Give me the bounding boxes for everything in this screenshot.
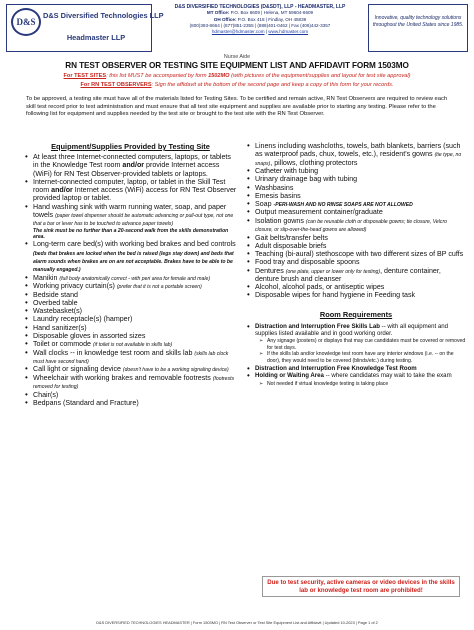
item-text: Emesis basins xyxy=(255,191,301,200)
testing-site-item xyxy=(24,349,237,366)
item-text: Overbed table xyxy=(33,298,78,307)
item-text-tail: -- with all equipment and supplies listed available and in good working order. xyxy=(255,322,449,337)
security-warning: Due to test security, active cameras or video devices in the skills lab or knowledge test room are prohibited! xyxy=(262,576,460,597)
item-text: Toilet or commode xyxy=(33,340,93,349)
item-text: Disposable gloves in assorted sizes xyxy=(33,331,146,340)
supply-item xyxy=(246,242,466,250)
item-requirement-note: The sink must be no further than a 20-second walk from the skills demonstration area. xyxy=(33,227,229,240)
supply-item xyxy=(246,234,466,242)
testing-site-column xyxy=(24,142,237,407)
supply-item xyxy=(246,217,466,234)
item-strong-text: Distraction and Interruption Free Skills Lab xyxy=(255,322,380,330)
testing-site-item xyxy=(24,399,237,407)
company-logo xyxy=(6,4,164,52)
supply-item xyxy=(246,200,466,208)
tagline-box: Innovative, quality technology solutions throughout the United States since 1985. xyxy=(368,4,468,52)
supply-item xyxy=(246,283,466,291)
item-text-tail: -- where candidates may wait to take the exam xyxy=(323,372,452,380)
room-requirements-list xyxy=(246,323,466,387)
testing-site-item xyxy=(24,274,237,282)
testing-site-heading: Equipment/Supplies Provided by Testing Site xyxy=(51,142,210,151)
item-note: (paper towel dispenser should be automatic advancing or pull-out type, not one that a bar or lever has to be touched to advance paper towels) xyxy=(33,212,234,228)
supply-item xyxy=(246,142,466,167)
item-text: Adult disposable briefs xyxy=(255,241,327,250)
item-text: Catheter with tubing xyxy=(255,167,319,176)
item-note: (can be reusable cloth or disposable gowns; tie closure, Velcro closure, or slip-over-the-head gowns are allowed) xyxy=(255,218,447,234)
item-note: (full body anatomically correct - with peri area for female and male) xyxy=(59,275,211,282)
contact-line-1: D&S DIVERSIFIED TECHNOLOGIES (D&SDT), LLP - HEADMASTER, LLP xyxy=(174,4,346,10)
item-text: Food tray and disposable spoons xyxy=(255,258,360,267)
sub-list-item: ➢ If the skills lab and/or knowledge test room have any interior windows (i.e. -- on the door), they would need to be covered (blinds/etc.) during testing. xyxy=(259,351,466,364)
item-strong-text: Distraction and Interruption Free Knowledge Test Room xyxy=(255,364,417,372)
item-requirement-note: -PERI-WASH AND NO RINSE SOAPS ARE NOT ALLOWED xyxy=(273,202,413,209)
form-title: RN TEST OBSERVER OR TESTING SITE EQUIPMENT LIST AND AFFIDAVIT FORM 1503MO xyxy=(65,61,409,70)
item-strong-text: and/or xyxy=(122,161,145,170)
item-text: Call light or signaling device xyxy=(33,365,123,374)
item-text: Teaching (bi-aural) stethoscope with two different sizes of BP cuffs xyxy=(255,250,464,259)
item-text: Wall clocks -- in knowledge test room and skills lab xyxy=(33,348,195,357)
item-text: At least three Internet-connected computers, laptops, or tablets in the Knowledge Test room xyxy=(33,153,231,170)
supplies-list xyxy=(246,142,466,300)
item-note: (tie type, no snaps) xyxy=(255,152,462,167)
item-text: Linens including washcloths, towels, bath blankets, barriers (such as waterproof pads, chux, towels, etc.), resident's gowns xyxy=(255,142,461,159)
item-text: Hand washing sink with warm running water, soap, and paper towels xyxy=(33,202,227,219)
testing-site-item xyxy=(24,391,237,399)
testing-site-item xyxy=(24,178,237,203)
supply-item xyxy=(246,184,466,192)
testing-site-item xyxy=(24,282,237,290)
website-link[interactable]: www.hdmaster.com xyxy=(268,29,309,35)
contact-phones: (800)393-8664 | (877)851-2355 | (888)401-0462 | Fax (406)442-3357 xyxy=(189,22,331,28)
item-text: Hand sanitizer(s) xyxy=(33,323,87,332)
item-text: Wheelchair with working brakes and removable footrests xyxy=(33,373,213,382)
room-requirement-item xyxy=(246,323,466,364)
room-requirement-item xyxy=(246,365,466,372)
item-text-tail: , denture container, denture brush and cleanser xyxy=(255,266,441,283)
supply-item xyxy=(246,167,466,175)
item-text: Alcohol, alcohol pads, or antiseptic wipes xyxy=(255,283,385,292)
supply-item xyxy=(246,250,466,258)
supply-item xyxy=(246,291,466,299)
contact-line-mt: MT Office: P.O. Box 6609 | Helena, MT 59604-6609 xyxy=(206,10,314,16)
testing-site-item xyxy=(24,324,237,332)
form-category: Nurse Aide xyxy=(223,54,251,60)
contact-line-oh: OH Office: P.O. Box 418 | Findlay, OH 45839 xyxy=(213,16,307,22)
item-text: Long-term care bed(s) with working bed brakes and bed controls xyxy=(33,240,236,249)
testing-site-item xyxy=(24,340,237,348)
testing-site-item xyxy=(24,240,237,273)
item-text: Wastebasket(s) xyxy=(33,307,83,316)
supply-item xyxy=(246,258,466,266)
ds-logo-icon: D&S xyxy=(11,8,41,36)
item-text: Soap xyxy=(255,200,274,209)
testing-site-item xyxy=(24,332,237,340)
item-requirement-note: (beds that brakes are locked when the bed is raised (legs stay down) and beds that alarm sounds when brakes are on are not acceptable. Brakes have to be able to be manually engaged.) xyxy=(33,250,234,274)
item-text: Bedpans (Standard and Fracture) xyxy=(33,398,139,407)
company-subname: Headmaster LLP xyxy=(66,33,126,42)
testing-site-item xyxy=(24,374,237,391)
item-text: Gait belts/transfer belts xyxy=(255,233,328,242)
page-footer: D&S DIVERSIFIED TECHNOLOGIES HEADMASTER | Form 1503MO | RN Test Observer or Test Site Equipment List and Affidavit | Updated 10-2023 | Page 1 of 2 xyxy=(96,620,378,625)
item-text: Dentures xyxy=(255,266,286,275)
supplies-column xyxy=(246,142,466,388)
supply-item xyxy=(246,208,466,216)
item-text: Isolation gowns xyxy=(255,216,306,225)
sub-list-item: ➢ Not needed if virtual knowledge testing is taking place xyxy=(259,381,466,387)
item-strong-text: and/or xyxy=(51,186,73,194)
company-name: D&S Diversified Technologies LLP xyxy=(43,11,164,20)
email-link[interactable]: hdmaster@hdmaster.com xyxy=(211,29,265,35)
testing-site-item xyxy=(24,315,237,323)
testing-site-item xyxy=(24,365,237,373)
item-text-tail: Internet access (WiFi) access for RN Test Observer provided laptop or tablet. xyxy=(33,186,237,203)
item-text: Urinary drainage bag with tubing xyxy=(255,175,358,184)
item-text: Internet-connected computer, laptop, or tablet in the Skill Test room xyxy=(33,177,226,194)
item-note: (skills lab clock must have second hand) xyxy=(33,350,229,365)
item-text: Washbasins xyxy=(255,183,294,192)
item-text: Manikin xyxy=(33,273,60,282)
testing-site-item xyxy=(24,299,237,307)
item-text-tail: provide Internet access (WiFi) for RN Test Observer-provided tablets or laptops. xyxy=(33,161,220,178)
supply-item xyxy=(246,175,466,183)
item-text: Chair(s) xyxy=(33,390,59,399)
item-text: Laundry receptacle(s) (hamper) xyxy=(33,315,133,324)
contact-web: hdmaster@hdmaster.com | www.hdmaster.com xyxy=(211,29,309,35)
room-requirement-item xyxy=(246,372,466,387)
testing-site-item xyxy=(24,291,237,299)
testing-site-item xyxy=(24,153,237,178)
item-text-tail: , pillows, clothing protectors xyxy=(270,158,358,167)
item-strong-text: Holding or Waiting Area xyxy=(255,372,324,380)
sub-list-item: ➢ Any signage (posters) or displays that may cue candidates must be covered or removed for test days. xyxy=(259,338,466,351)
instruction-test-sites: For TEST SITES: this list MUST be accompanied by form 1502MO (with pictures of the equipment/supplies and layout for test site approval) xyxy=(63,73,411,79)
intro-paragraph: To be approved, a testing site must have all of the materials listed for Testing Sites. To be certified and remain active, RN Test Observers are required to review each skill test record prior to test administration and must ensure that all test site equipment and supplies are available prior to starting any testing. Please refer to the following list for equipment and supplies needed by the test site or brought to the test site with the RN Test Observer. xyxy=(26,96,448,118)
testing-site-item xyxy=(24,307,237,315)
supply-item xyxy=(246,267,466,284)
item-text: Bedside stand xyxy=(33,290,78,299)
room-requirements-heading: Room Requirements xyxy=(319,309,393,319)
item-note: (one plate, upper or lower only for testing) xyxy=(285,268,381,275)
item-note: (if toilet is not available in skills lab) xyxy=(92,342,173,349)
letterhead xyxy=(6,4,468,52)
instruction-test-observers: For RN TEST OBSERVERS: Sign the affidavit at the bottom of the second page and keep a copy of this form for your records. xyxy=(80,82,394,88)
item-text: Disposable wipes for hand hygiene in Feeding task xyxy=(255,291,416,300)
testing-site-item xyxy=(24,203,237,241)
supply-item xyxy=(246,192,466,200)
sub-list xyxy=(259,381,466,387)
item-note: (footrests removed for testing) xyxy=(33,375,235,391)
sub-list xyxy=(259,338,466,364)
testing-site-list xyxy=(24,153,237,407)
contact-block xyxy=(158,4,362,35)
item-text: Output measurement container/graduate xyxy=(255,208,383,217)
item-note: (doesn't have to be a working signaling device) xyxy=(122,367,229,374)
item-note: (prefer that it is not a portable screen) xyxy=(116,284,202,291)
item-text: Working privacy curtain(s) xyxy=(33,282,117,291)
